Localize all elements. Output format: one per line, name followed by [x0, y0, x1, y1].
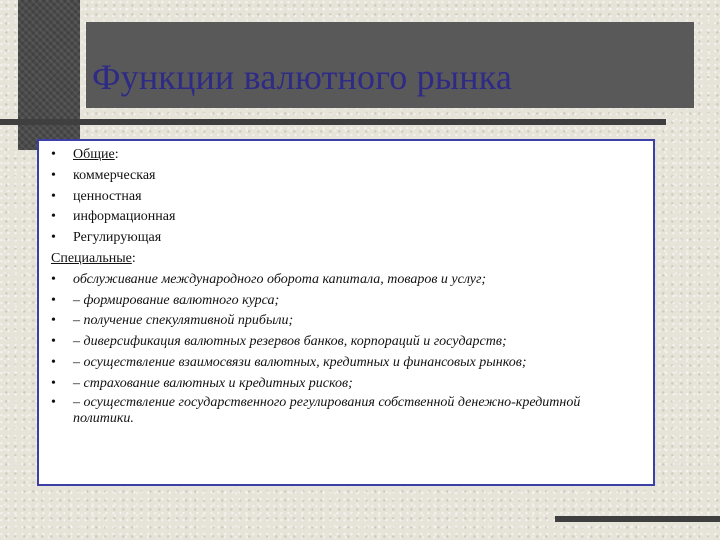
bullet-icon: •	[51, 230, 56, 246]
special-heading-colon: :	[131, 250, 136, 266]
list-item	[51, 166, 641, 187]
special-item-text: – получение спекулятивной прибыли;	[73, 313, 294, 329]
special-item-text: – диверсификация валютных резервов банков, корпораций и государств;	[73, 334, 507, 350]
general-item-text: Регулирующая	[73, 230, 162, 246]
bullet-icon: •	[51, 271, 56, 287]
list-item	[51, 187, 641, 208]
list-item-general-heading	[51, 145, 641, 166]
list-item	[51, 374, 641, 395]
special-item-text: – формирование валютного курса;	[73, 292, 280, 308]
slide-title: Функции валютного рынка	[92, 57, 513, 97]
special-item-text: – осуществление государственного регулирования собственной денежно-кредитной политики.	[73, 394, 581, 426]
bullet-icon: •	[51, 354, 56, 370]
bullet-icon: •	[51, 209, 56, 225]
special-item-text: обслуживание международного оборота капитала, товаров и услуг;	[73, 271, 487, 287]
list-item	[51, 332, 641, 353]
bullet-icon: •	[51, 375, 56, 391]
list-item	[51, 291, 641, 312]
special-heading: Специальные	[51, 250, 132, 266]
list-item	[51, 228, 641, 249]
list-item	[51, 270, 641, 291]
bullet-icon: •	[51, 147, 56, 162]
general-heading-colon: :	[114, 147, 119, 162]
special-heading-row	[51, 249, 641, 270]
list-item	[51, 207, 641, 228]
bullet-icon: •	[51, 167, 56, 183]
content-list	[51, 145, 641, 427]
general-item-text: информационная	[73, 209, 176, 225]
special-item-text: – страхование валютных и кредитных рисков;	[73, 375, 353, 391]
bullet-icon: •	[51, 334, 56, 350]
list-item	[51, 353, 641, 374]
general-heading: Общие	[73, 147, 115, 162]
special-item-text: – осуществление взаимосвязи валютных, кредитных и финансовых рынков;	[73, 354, 527, 370]
decorative-left-bar	[18, 0, 80, 150]
top-divider-line	[0, 119, 666, 125]
list-item	[51, 395, 641, 427]
list-item	[51, 311, 641, 332]
bullet-icon: •	[51, 292, 56, 308]
bullet-icon: •	[51, 188, 56, 204]
content-box	[37, 139, 655, 486]
bottom-divider-line	[555, 516, 720, 522]
bullet-icon: •	[51, 313, 56, 329]
bullet-icon: •	[51, 394, 56, 410]
general-item-text: ценностная	[73, 188, 142, 204]
general-item-text: коммерческая	[73, 167, 156, 183]
